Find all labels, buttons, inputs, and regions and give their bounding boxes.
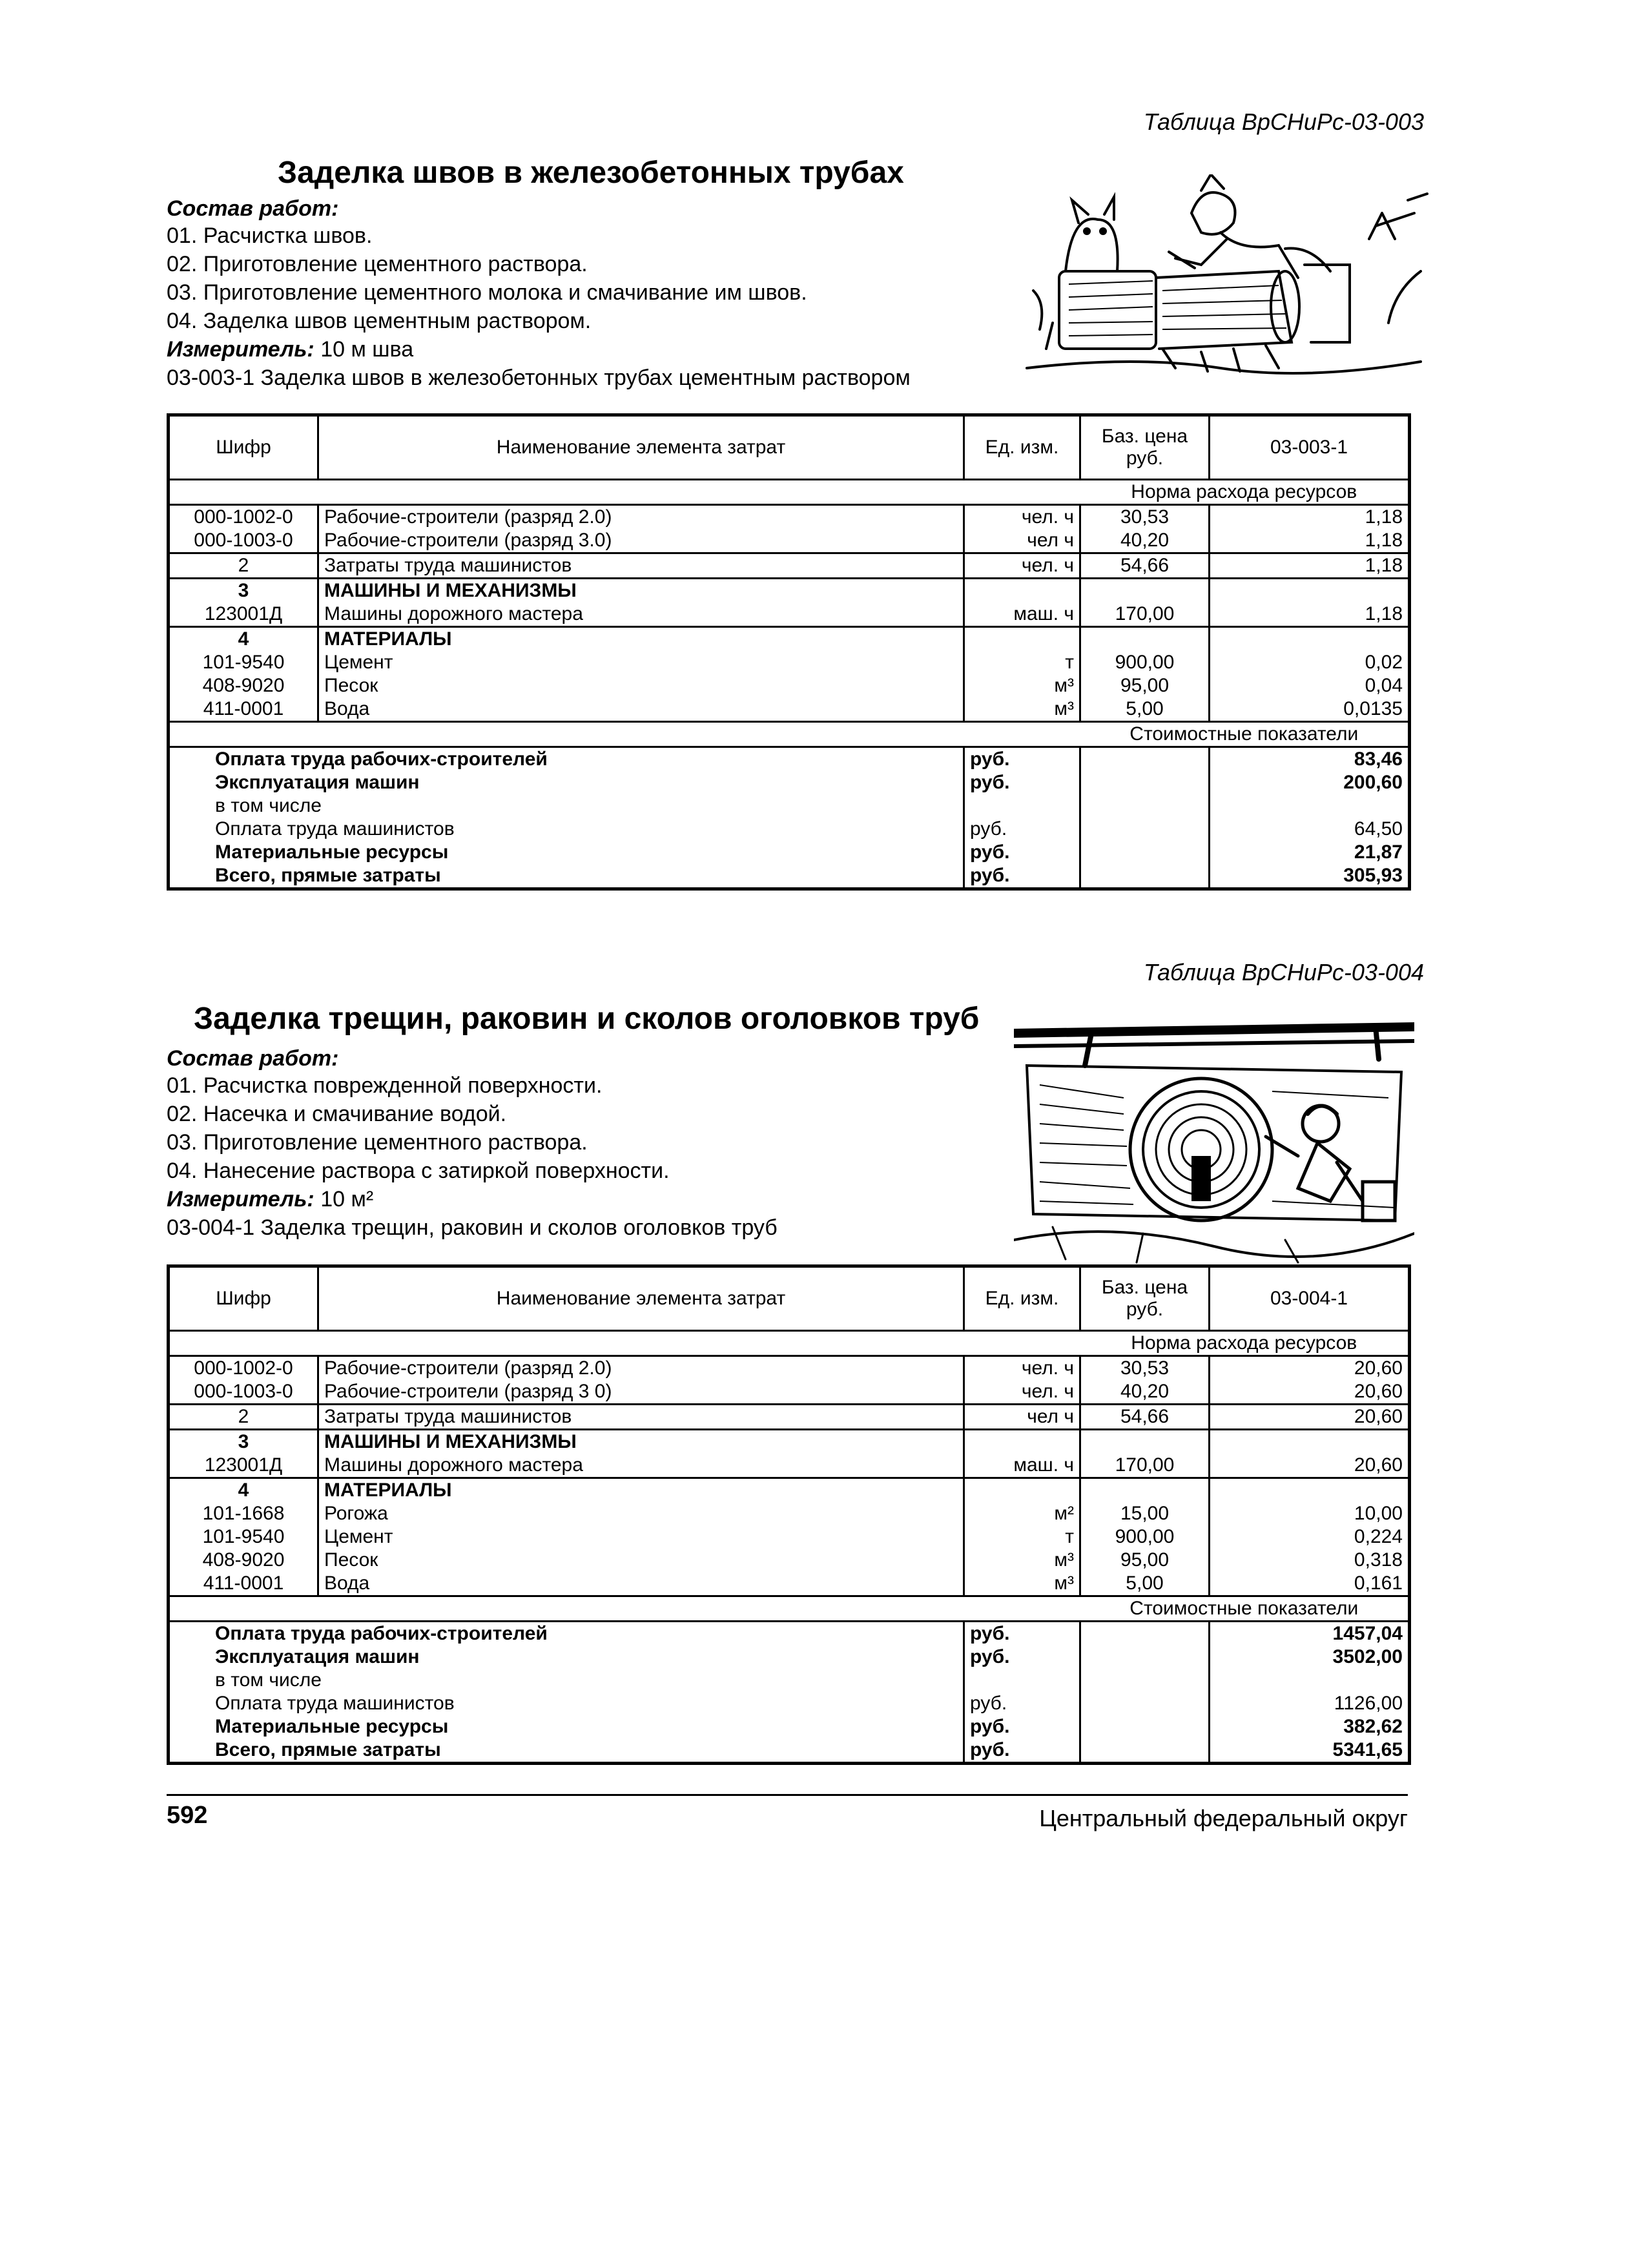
cost-value: 382,62 xyxy=(1210,1715,1410,1738)
norm-spacer xyxy=(169,1331,1080,1356)
row-price: 54,66 xyxy=(1080,1405,1210,1430)
row-price: 40,20 xyxy=(1080,529,1210,553)
cost-name: Всего, прямые затраты xyxy=(169,1738,964,1764)
footer-region: Центральный федеральный округ xyxy=(1039,1805,1408,1831)
cost-value: 305,93 xyxy=(1210,864,1410,889)
row-price: 15,00 xyxy=(1080,1502,1210,1525)
row-unit: чел. ч xyxy=(964,505,1080,530)
row-name: МАТЕРИАЛЫ xyxy=(318,627,964,652)
cost-unit: руб. xyxy=(964,1645,1080,1669)
row-name: Затраты труда машинистов xyxy=(318,553,964,579)
row-value: 0,161 xyxy=(1210,1572,1410,1596)
row-unit xyxy=(964,1478,1080,1503)
cost-row xyxy=(169,1645,1410,1669)
measure-label: Измеритель: xyxy=(167,337,315,362)
row-code: 000-1003-0 xyxy=(169,1380,318,1405)
cost-empty xyxy=(1080,1692,1210,1715)
row-value: 10,00 xyxy=(1210,1502,1410,1525)
cost-empty xyxy=(1080,1645,1210,1669)
row-code: 3 xyxy=(169,1430,318,1454)
cost-row xyxy=(169,1738,1410,1764)
cost-unit: руб. xyxy=(964,818,1080,841)
row-unit: чел. ч xyxy=(964,553,1080,579)
row-code: 411-0001 xyxy=(169,697,318,722)
row-code: 4 xyxy=(169,627,318,652)
row-value: 20,60 xyxy=(1210,1356,1410,1381)
row-code: 2 xyxy=(169,1405,318,1430)
section-title: Заделка трещин, раковин и сколов оголовков труб xyxy=(194,1002,980,1036)
row-name: Песок xyxy=(318,674,964,697)
work-item: 01. Расчистка швов. xyxy=(167,223,373,248)
col-header-price: Баз. цена руб. xyxy=(1080,1266,1210,1331)
row-code: 101-9540 xyxy=(169,1525,318,1549)
cost-row xyxy=(169,794,1410,818)
col-header-unit: Ед. изм. xyxy=(964,415,1080,480)
row-price: 900,00 xyxy=(1080,651,1210,674)
cost-empty xyxy=(1080,771,1210,794)
cost-row xyxy=(169,1669,1410,1692)
row-value: 1,18 xyxy=(1210,505,1410,530)
cost-name: Эксплуатация машин xyxy=(169,1645,964,1669)
cost-empty xyxy=(1080,1622,1210,1646)
row-price: 170,00 xyxy=(1080,603,1210,627)
cost-unit xyxy=(964,794,1080,818)
row-unit: чел. ч xyxy=(964,1356,1080,1381)
row-unit: м³ xyxy=(964,1572,1080,1596)
cost-row xyxy=(169,841,1410,864)
cost-name: Материальные ресурсы xyxy=(169,841,964,864)
row-price xyxy=(1080,579,1210,603)
row-name: Рабочие-строители (разряд 2.0) xyxy=(318,1356,964,1381)
row-price: 900,00 xyxy=(1080,1525,1210,1549)
row-code: 123001Д xyxy=(169,603,318,627)
row-name: Затраты труда машинистов xyxy=(318,1405,964,1430)
measure-line xyxy=(167,335,911,364)
cost-spacer xyxy=(169,1596,1080,1622)
col-header-code: Шифр xyxy=(169,415,318,480)
cost-row xyxy=(169,1715,1410,1738)
cost-empty xyxy=(1080,864,1210,889)
pipe-repair-illustration xyxy=(1014,1007,1414,1266)
cost-empty xyxy=(1080,841,1210,864)
norm-title: Норма расхода ресурсов xyxy=(1080,1331,1410,1356)
table-row xyxy=(169,1380,1410,1405)
work-composition xyxy=(167,196,911,392)
row-name: Машины дорожного мастера xyxy=(318,1454,964,1478)
col-header-code: Шифр xyxy=(169,1266,318,1331)
cost-unit: руб. xyxy=(964,771,1080,794)
row-unit: чел ч xyxy=(964,529,1080,553)
row-name: Рабочие-строители (разряд 2.0) xyxy=(318,505,964,530)
row-unit: м³ xyxy=(964,674,1080,697)
row-value xyxy=(1210,579,1410,603)
row-name: МАШИНЫ И МЕХАНИЗМЫ xyxy=(318,579,964,603)
cost-unit: руб. xyxy=(964,841,1080,864)
table-row xyxy=(169,627,1410,652)
cost-name: Оплата труда машинистов xyxy=(169,818,964,841)
cost-empty xyxy=(1080,818,1210,841)
row-name: Цемент xyxy=(318,1525,964,1549)
row-code: 101-9540 xyxy=(169,651,318,674)
row-price: 54,66 xyxy=(1080,553,1210,579)
measure-value: 10 м² xyxy=(320,1187,374,1211)
cost-row xyxy=(169,818,1410,841)
table-row xyxy=(169,1502,1410,1525)
row-value: 0,02 xyxy=(1210,651,1410,674)
row-price xyxy=(1080,1478,1210,1503)
work-composition xyxy=(167,1046,778,1242)
row-name: Машины дорожного мастера xyxy=(318,603,964,627)
table-row xyxy=(169,697,1410,722)
row-value: 0,0135 xyxy=(1210,697,1410,722)
row-unit: маш. ч xyxy=(964,603,1080,627)
section-title: Заделка швов в железобетонных трубах xyxy=(278,156,904,190)
row-price: 95,00 xyxy=(1080,1549,1210,1572)
cost-row xyxy=(169,771,1410,794)
row-code: 408-9020 xyxy=(169,1549,318,1572)
row-unit xyxy=(964,627,1080,652)
cost-unit: руб. xyxy=(964,1738,1080,1764)
cost-empty xyxy=(1080,794,1210,818)
row-price: 30,53 xyxy=(1080,505,1210,530)
table-row xyxy=(169,1549,1410,1572)
row-unit: м³ xyxy=(964,1549,1080,1572)
cost-name: Оплата труда рабочих-строителей xyxy=(169,1622,964,1646)
table-row xyxy=(169,674,1410,697)
cost-value: 1457,04 xyxy=(1210,1622,1410,1646)
row-unit: маш. ч xyxy=(964,1454,1080,1478)
row-code: 123001Д xyxy=(169,1454,318,1478)
table-caption: Таблица ВрСНиРс-03-003 xyxy=(1143,108,1424,135)
row-code: 101-1668 xyxy=(169,1502,318,1525)
cost-empty xyxy=(1080,1715,1210,1738)
row-name: Цемент xyxy=(318,651,964,674)
row-code: 000-1002-0 xyxy=(169,505,318,530)
row-name: МАТЕРИАЛЫ xyxy=(318,1478,964,1503)
table-row xyxy=(169,651,1410,674)
table-row xyxy=(169,1525,1410,1549)
cost-unit: руб. xyxy=(964,1715,1080,1738)
row-unit: м² xyxy=(964,1502,1080,1525)
table-row xyxy=(169,1478,1410,1503)
table-row xyxy=(169,1430,1410,1454)
row-value: 20,60 xyxy=(1210,1405,1410,1430)
row-value: 1,18 xyxy=(1210,603,1410,627)
cost-row xyxy=(169,864,1410,889)
cost-value: 21,87 xyxy=(1210,841,1410,864)
row-name: Вода xyxy=(318,697,964,722)
col-header-norm: 03-004-1 xyxy=(1210,1266,1410,1331)
cost-name: Материальные ресурсы xyxy=(169,1715,964,1738)
cost-name: Всего, прямые затраты xyxy=(169,864,964,889)
table-row xyxy=(169,1405,1410,1430)
cost-row xyxy=(169,1692,1410,1715)
resource-table xyxy=(167,1264,1411,1765)
row-unit: чел. ч xyxy=(964,1380,1080,1405)
row-price: 40,20 xyxy=(1080,1380,1210,1405)
table-row xyxy=(169,1356,1410,1381)
cost-name: Оплата труда машинистов xyxy=(169,1692,964,1715)
cost-name: Оплата труда рабочих-строителей xyxy=(169,747,964,772)
row-unit xyxy=(964,579,1080,603)
cost-value: 83,46 xyxy=(1210,747,1410,772)
row-unit: м³ xyxy=(964,697,1080,722)
work-item: 03. Приготовление цементного раствора. xyxy=(167,1130,588,1155)
row-price: 170,00 xyxy=(1080,1454,1210,1478)
cost-empty xyxy=(1080,1738,1210,1764)
row-code: 3 xyxy=(169,579,318,603)
row-value: 0,224 xyxy=(1210,1525,1410,1549)
row-unit: т xyxy=(964,651,1080,674)
work-item: 02. Насечка и смачивание водой. xyxy=(167,1102,507,1126)
row-value: 1,18 xyxy=(1210,529,1410,553)
cost-value: 3502,00 xyxy=(1210,1645,1410,1669)
measure-label: Измеритель: xyxy=(167,1187,315,1211)
row-value: 20,60 xyxy=(1210,1380,1410,1405)
row-value xyxy=(1210,1430,1410,1454)
table-row xyxy=(169,1572,1410,1596)
row-price: 5,00 xyxy=(1080,697,1210,722)
row-price: 95,00 xyxy=(1080,674,1210,697)
cost-unit: руб. xyxy=(964,864,1080,889)
row-value: 20,60 xyxy=(1210,1454,1410,1478)
page-number: 592 xyxy=(167,1802,208,1829)
cost-empty xyxy=(1080,1669,1210,1692)
col-header-price: Баз. цена руб. xyxy=(1080,415,1210,480)
cost-empty xyxy=(1080,747,1210,772)
cost-title: Стоимостные показатели xyxy=(1080,722,1410,747)
row-value xyxy=(1210,1478,1410,1503)
row-code: 411-0001 xyxy=(169,1572,318,1596)
work-item: 04. Нанесение раствора с затиркой поверхности. xyxy=(167,1159,670,1183)
work-label: Состав работ: xyxy=(167,1046,339,1071)
row-price: 5,00 xyxy=(1080,1572,1210,1596)
row-code: 000-1003-0 xyxy=(169,529,318,553)
cost-value: 1126,00 xyxy=(1210,1692,1410,1715)
cost-name: в том числе xyxy=(169,1669,964,1692)
row-price xyxy=(1080,1430,1210,1454)
cost-unit: руб. xyxy=(964,1692,1080,1715)
row-value: 1,18 xyxy=(1210,553,1410,579)
code-line: 03-004-1 Заделка трещин, раковин и сколов оголовков труб xyxy=(167,1215,778,1240)
work-item: 01. Расчистка поврежденной поверхности. xyxy=(167,1073,603,1098)
cost-value: 5341,65 xyxy=(1210,1738,1410,1764)
norm-title: Норма расхода ресурсов xyxy=(1080,480,1410,505)
cost-title: Стоимостные показатели xyxy=(1080,1596,1410,1622)
col-header-name: Наименование элемента затрат xyxy=(318,1266,964,1331)
col-header-name: Наименование элемента затрат xyxy=(318,415,964,480)
cost-value: 64,50 xyxy=(1210,818,1410,841)
row-value: 0,318 xyxy=(1210,1549,1410,1572)
footer-rule xyxy=(167,1794,1408,1796)
row-unit xyxy=(964,1430,1080,1454)
code-line: 03-003-1 Заделка швов в железобетонных трубах цементным раствором xyxy=(167,366,911,390)
cost-unit: руб. xyxy=(964,1622,1080,1646)
work-item: 02. Приготовление цементного раствора. xyxy=(167,252,588,276)
cost-row xyxy=(169,1622,1410,1646)
resource-table xyxy=(167,413,1411,891)
row-code: 000-1002-0 xyxy=(169,1356,318,1381)
table-row xyxy=(169,553,1410,579)
measure-line xyxy=(167,1185,778,1213)
row-unit: чел ч xyxy=(964,1405,1080,1430)
table-caption: Таблица ВрСНиРс-03-004 xyxy=(1143,959,1424,985)
table-row xyxy=(169,1454,1410,1478)
table-row xyxy=(169,505,1410,530)
col-header-unit: Ед. изм. xyxy=(964,1266,1080,1331)
col-header-norm: 03-003-1 xyxy=(1210,415,1410,480)
row-name: Песок xyxy=(318,1549,964,1572)
worker-illustration xyxy=(1007,174,1434,387)
row-code: 4 xyxy=(169,1478,318,1503)
measure-value: 10 м шва xyxy=(320,337,414,362)
norm-spacer xyxy=(169,480,1080,505)
row-price xyxy=(1080,627,1210,652)
table-row xyxy=(169,529,1410,553)
row-code: 2 xyxy=(169,553,318,579)
cost-name: в том числе xyxy=(169,794,964,818)
table-row xyxy=(169,579,1410,603)
row-value xyxy=(1210,627,1410,652)
row-name: Вода xyxy=(318,1572,964,1596)
table-row xyxy=(169,603,1410,627)
cost-value: 200,60 xyxy=(1210,771,1410,794)
row-value: 0,04 xyxy=(1210,674,1410,697)
row-name: Рогожа xyxy=(318,1502,964,1525)
work-item: 03. Приготовление цементного молока и смачивание им швов. xyxy=(167,280,807,305)
row-name: Рабочие-строители (разряд 3.0) xyxy=(318,529,964,553)
row-price: 30,53 xyxy=(1080,1356,1210,1381)
cost-value xyxy=(1210,1669,1410,1692)
row-code: 408-9020 xyxy=(169,674,318,697)
cost-unit xyxy=(964,1669,1080,1692)
work-item: 04. Заделка швов цементным раствором. xyxy=(167,309,592,333)
cost-spacer xyxy=(169,722,1080,747)
cost-name: Эксплуатация машин xyxy=(169,771,964,794)
row-name: МАШИНЫ И МЕХАНИЗМЫ xyxy=(318,1430,964,1454)
cost-value xyxy=(1210,794,1410,818)
work-label: Состав работ: xyxy=(167,196,339,221)
cost-unit: руб. xyxy=(964,747,1080,772)
cost-row xyxy=(169,747,1410,772)
row-name: Рабочие-строители (разряд 3 0) xyxy=(318,1380,964,1405)
row-unit: т xyxy=(964,1525,1080,1549)
